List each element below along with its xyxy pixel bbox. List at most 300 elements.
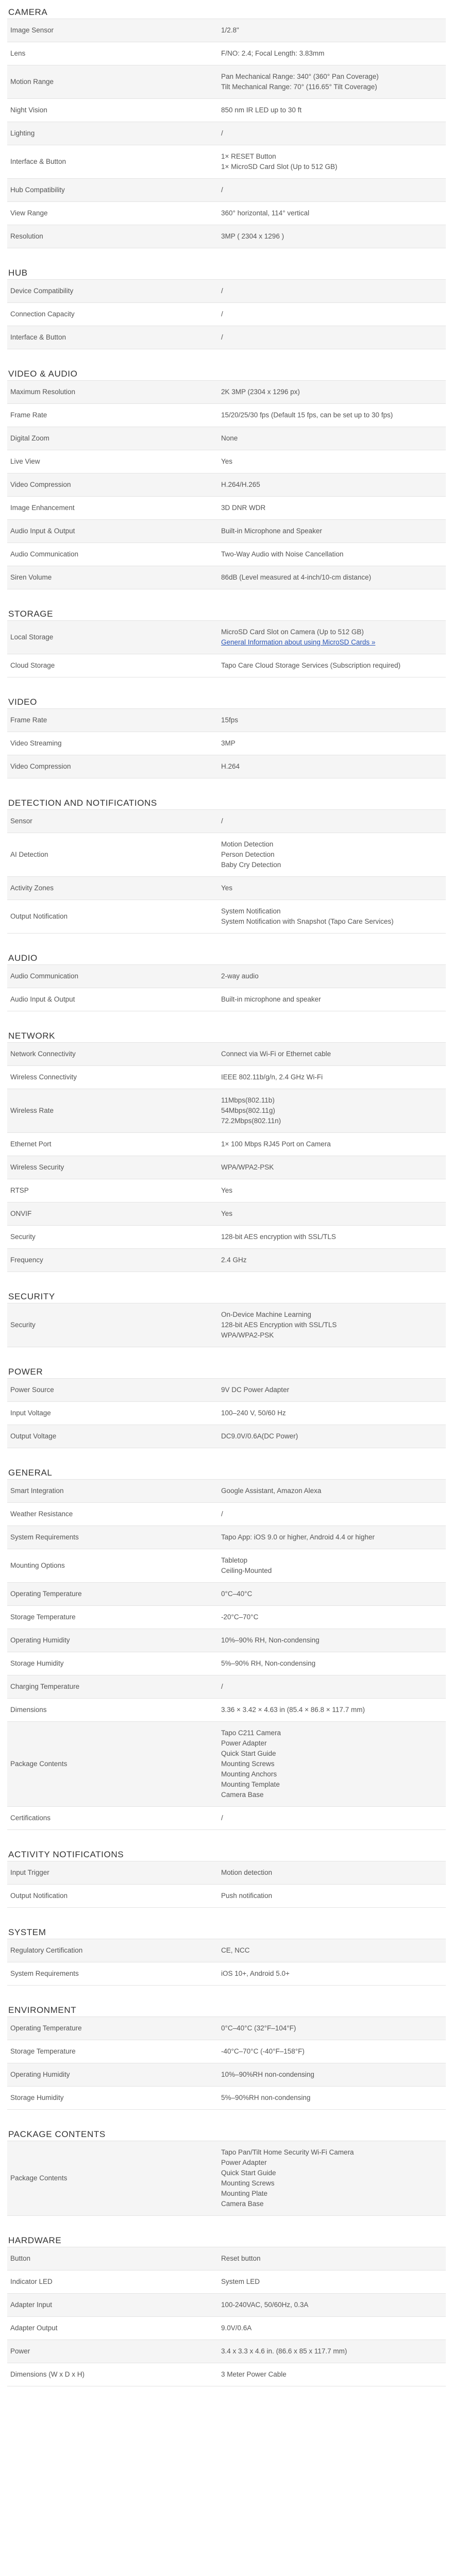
spec-label: Input Trigger <box>10 1869 49 1876</box>
section-title: SYSTEM <box>8 1927 46 1937</box>
spec-table <box>7 809 446 934</box>
spec-value-line: 15/20/25/30 fps (Default 15 fps, can be set up to 30 fps) <box>221 411 393 419</box>
spec-table <box>7 620 446 677</box>
spec-table <box>7 2141 446 2216</box>
spec-value-line: Mounting Anchors <box>221 1770 277 1778</box>
spec-value-line: Tilt Mechanical Range: 70° (116.65° Tilt Coverage) <box>221 83 377 91</box>
spec-table <box>7 1378 446 1448</box>
spec-row <box>7 1303 446 1347</box>
spec-row <box>7 122 446 145</box>
spec-row <box>7 1675 446 1698</box>
spec-value <box>218 709 446 732</box>
spec-row <box>7 708 446 732</box>
spec-row <box>7 876 446 900</box>
spec-value <box>218 1807 446 1829</box>
spec-label: Output Notification <box>10 1892 68 1900</box>
spec-row <box>7 755 446 778</box>
spec-row <box>7 1605 446 1629</box>
spec-label: Audio Input & Output <box>10 527 75 535</box>
spec-value-line: 10%–90%RH non-condensing <box>221 2071 314 2078</box>
spec-label: Security <box>10 1233 36 1241</box>
spec-label: Indicator LED <box>10 2278 53 2285</box>
spec-value <box>218 755 446 778</box>
spec-value-line: Ceiling-Mounted <box>221 1567 272 1574</box>
spec-link-line <box>221 637 443 648</box>
spec-value <box>218 1402 446 1425</box>
spec-value-line: Tapo App: iOS 9.0 or higher, Android 4.4 or higher <box>221 1533 375 1541</box>
spec-label: Device Compatibility <box>10 287 74 295</box>
spec-label: Power Source <box>10 1386 54 1394</box>
spec-value-line: 2.4 GHz <box>221 1256 247 1264</box>
spec-value <box>218 473 446 496</box>
section-title: HUB <box>8 268 28 278</box>
spec-value-line: On-Device Machine Learning <box>221 1311 311 1318</box>
spec-label: Maximum Resolution <box>10 388 76 396</box>
spec-label: Operating Temperature <box>10 1590 82 1598</box>
spec-value-line: 850 nm IR LED up to 30 ft <box>221 106 302 114</box>
spec-value-line: Tabletop <box>221 1556 248 1564</box>
spec-value-line: 3MP ( 2304 x 1296 ) <box>221 232 284 240</box>
spec-label: Smart Integration <box>10 1487 64 1495</box>
spec-label: Interface & Button <box>10 158 66 165</box>
spec-value-line: Yes <box>221 457 233 465</box>
section-title: VIDEO & AUDIO <box>8 369 78 379</box>
spec-value <box>218 65 446 98</box>
spec-value-line: Tapo C211 Camera <box>221 1729 281 1737</box>
spec-value <box>218 1089 446 1132</box>
spec-row <box>7 1549 446 1582</box>
spec-row <box>7 2247 446 2270</box>
spec-value <box>218 1043 446 1065</box>
section-title: PACKAGE CONTENTS <box>8 2129 106 2139</box>
spec-value-line: Power Adapter <box>221 1739 267 1747</box>
spec-label: ONVIF <box>10 1210 32 1217</box>
spec-value-line: Person Detection <box>221 851 275 858</box>
spec-section-audio <box>7 946 446 1011</box>
spec-row <box>7 65 446 98</box>
spec-row <box>7 1962 446 1985</box>
spec-value <box>218 1939 446 1962</box>
spec-row <box>7 809 446 833</box>
spec-value-line: 0°C–40°C (32°F–104°F) <box>221 2024 296 2032</box>
spec-value <box>218 1226 446 1248</box>
spec-label: Image Enhancement <box>10 504 75 512</box>
spec-label: Package Contents <box>10 2174 68 2182</box>
spec-row <box>7 1479 446 1502</box>
spec-value-line: Reset button <box>221 2255 261 2262</box>
spec-value <box>218 122 446 145</box>
spec-value <box>218 1503 446 1526</box>
spec-value-line: H.264 <box>221 762 240 770</box>
spec-label: Adapter Output <box>10 2324 58 2332</box>
spec-label: Wireless Rate <box>10 1107 54 1114</box>
spec-value <box>218 1066 446 1089</box>
spec-value <box>218 202 446 225</box>
spec-label: Resolution <box>10 232 43 240</box>
spec-value-line: / <box>221 129 223 137</box>
spec-row <box>7 178 446 201</box>
spec-value <box>218 1526 446 1549</box>
spec-row <box>7 1179 446 1202</box>
spec-label: RTSP <box>10 1187 29 1194</box>
spec-row <box>7 145 446 178</box>
spec-label: Storage Temperature <box>10 1613 76 1621</box>
spec-value <box>218 1156 446 1179</box>
spec-row <box>7 2086 446 2109</box>
section-title: POWER <box>8 1367 43 1377</box>
spec-value-line: Quick Start Guide <box>221 1750 276 1757</box>
spec-label: Package Contents <box>10 1760 68 1768</box>
spec-value-line: Mounting Screws <box>221 1760 275 1768</box>
spec-value <box>218 2363 446 2386</box>
spec-value <box>218 326 446 349</box>
spec-value <box>218 450 446 473</box>
spec-label: Dimensions <box>10 1706 47 1714</box>
spec-value <box>218 965 446 988</box>
spec-row <box>7 98 446 122</box>
spec-table <box>7 964 446 1011</box>
spec-value <box>218 1675 446 1698</box>
spec-row <box>7 900 446 933</box>
spec-label: Motion Range <box>10 78 54 86</box>
spec-row <box>7 988 446 1011</box>
spec-row <box>7 2316 446 2340</box>
spec-table <box>7 1479 446 1830</box>
spec-section-network <box>7 1024 446 1272</box>
spec-value-line: 11Mbps(802.11b) <box>221 1096 275 1104</box>
spec-table <box>7 2247 446 2386</box>
spec-value <box>218 1480 446 1502</box>
spec-row <box>7 1202 446 1225</box>
spec-value <box>218 1425 446 1448</box>
section-title: HARDWARE <box>8 2235 62 2245</box>
spec-label: Audio Communication <box>10 972 79 980</box>
spec-value-line: / <box>221 186 223 194</box>
spec-label: Wireless Connectivity <box>10 1073 77 1081</box>
spec-value-line: 1× RESET Button <box>221 152 276 160</box>
spec-label: System Requirements <box>10 1533 79 1541</box>
spec-row <box>7 279 446 302</box>
spec-value-line: 128-bit AES Encryption with SSL/TLS <box>221 1321 337 1329</box>
spec-label: Button <box>10 2255 31 2262</box>
spec-value <box>218 2141 446 2215</box>
spec-value-line: IEEE 802.11b/g/n, 2.4 GHz Wi-Fi <box>221 1073 323 1081</box>
spec-value-line: 9.0V/0.6A <box>221 2324 252 2332</box>
spec-value <box>218 2017 446 2040</box>
spec-value <box>218 2340 446 2363</box>
spec-value <box>218 42 446 65</box>
spec-value-line: 9V DC Power Adapter <box>221 1386 290 1394</box>
spec-row <box>7 2141 446 2215</box>
spec-value <box>218 225 446 248</box>
spec-table <box>7 1939 446 1986</box>
spec-label: Certifications <box>10 1814 51 1822</box>
spec-row <box>7 2016 446 2040</box>
spec-label: Network Connectivity <box>10 1050 76 1058</box>
spec-value <box>218 1861 446 1884</box>
spec-value-line: 15fps <box>221 716 239 724</box>
spec-label: Frame Rate <box>10 716 47 724</box>
spec-row <box>7 654 446 677</box>
spec-section-activity <box>7 1842 446 1908</box>
spec-value-line: / <box>221 1683 223 1690</box>
spec-value <box>218 621 446 654</box>
spec-value-line: 2K 3MP (2304 x 1296 px) <box>221 388 300 396</box>
spec-row <box>7 19 446 42</box>
spec-value-line: 128-bit AES encryption with SSL/TLS <box>221 1233 336 1241</box>
spec-value-line: 1× MicroSD Card Slot (Up to 512 GB) <box>221 163 338 171</box>
spec-value <box>218 1549 446 1582</box>
spec-row <box>7 403 446 427</box>
spec-value <box>218 381 446 403</box>
spec-table <box>7 1042 446 1272</box>
spec-label: System Requirements <box>10 1970 79 1977</box>
spec-value-line: Google Assistant, Amazon Alexa <box>221 1487 322 1495</box>
spec-label: Connection Capacity <box>10 310 75 318</box>
spec-value-line: H.264/H.265 <box>221 481 260 488</box>
spec-value-line: -40°C–70°C (-40°F–158°F) <box>221 2047 305 2055</box>
spec-section-general <box>7 1461 446 1830</box>
spec-value-line: Mounting Template <box>221 1781 280 1788</box>
spec-value-line: -20°C–70°C <box>221 1613 259 1621</box>
spec-value-line: / <box>221 310 223 318</box>
spec-row <box>7 1861 446 1884</box>
spec-value <box>218 303 446 326</box>
spec-value <box>218 19 446 42</box>
spec-value-line: Yes <box>221 1187 233 1194</box>
spec-row <box>7 732 446 755</box>
spec-value <box>218 1179 446 1202</box>
spec-label: Lighting <box>10 129 35 137</box>
microsd-info-link[interactable]: General Information about using MicroSD Cards » <box>221 638 376 646</box>
spec-value-line: 3MP <box>221 739 236 747</box>
spec-value-line: Push notification <box>221 1892 273 1900</box>
spec-value-line: Tapo Pan/Tilt Home Security Wi-Fi Camera <box>221 2148 354 2156</box>
spec-row <box>7 2063 446 2086</box>
spec-value-line: 2-way audio <box>221 972 259 980</box>
spec-label: Lens <box>10 49 26 57</box>
spec-value-line: 3.36 × 3.42 × 4.63 in (85.4 × 86.8 × 117.7 mm) <box>221 1706 365 1714</box>
spec-label: Storage Temperature <box>10 2047 76 2055</box>
spec-row <box>7 543 446 566</box>
spec-label: Activity Zones <box>10 884 54 892</box>
spec-label: Image Sensor <box>10 26 54 34</box>
spec-label: Dimensions (W x D x H) <box>10 2370 85 2378</box>
spec-value <box>218 404 446 427</box>
spec-value-line: MicroSD Card Slot on Camera (Up to 512 GB) <box>221 628 364 636</box>
spec-row <box>7 1652 446 1675</box>
spec-label: Security <box>10 1321 36 1329</box>
spec-value-line: Camera Base <box>221 2200 264 2208</box>
spec-value <box>218 280 446 302</box>
spec-value <box>218 2270 446 2293</box>
spec-label: Audio Communication <box>10 550 79 558</box>
spec-value <box>218 2040 446 2063</box>
spec-value <box>218 900 446 933</box>
section-title: VIDEO <box>8 697 37 707</box>
spec-label: Regulatory Certification <box>10 1946 83 1954</box>
spec-value <box>218 1885 446 1907</box>
spec-value <box>218 520 446 543</box>
spec-row <box>7 1526 446 1549</box>
spec-value <box>218 1249 446 1272</box>
spec-value <box>218 1133 446 1156</box>
spec-row <box>7 2040 446 2063</box>
spec-label: Ethernet Port <box>10 1140 52 1148</box>
spec-label: Night Vision <box>10 106 47 114</box>
section-title: CAMERA <box>8 7 48 17</box>
spec-value-line: System Notification with Snapshot (Tapo Care Services) <box>221 918 394 925</box>
section-title: SECURITY <box>8 1292 55 1301</box>
spec-label: Operating Humidity <box>10 1636 70 1644</box>
spec-value-line: WPA/WPA2-PSK <box>221 1163 274 1171</box>
spec-value <box>218 1722 446 1806</box>
spec-value-line: / <box>221 1510 223 1518</box>
spec-value-line: Yes <box>221 884 233 892</box>
spec-value-line: 54Mbps(802.11g) <box>221 1107 275 1114</box>
section-title: NETWORK <box>8 1031 56 1041</box>
spec-value <box>218 2294 446 2316</box>
spec-row <box>7 1939 446 1962</box>
spec-label: Adapter Input <box>10 2301 53 2309</box>
spec-value-line: DC9.0V/0.6A(DC Power) <box>221 1432 298 1440</box>
spec-value <box>218 833 446 876</box>
spec-row <box>7 519 446 543</box>
spec-label: Live View <box>10 457 40 465</box>
spec-section-storage <box>7 602 446 677</box>
spec-row <box>7 833 446 876</box>
spec-row <box>7 1425 446 1448</box>
spec-row <box>7 1884 446 1907</box>
spec-row <box>7 1042 446 1065</box>
spec-value-line: 3D DNR WDR <box>221 504 266 512</box>
spec-row <box>7 1806 446 1829</box>
spec-value-line: Two-Way Audio with Noise Cancellation <box>221 550 344 558</box>
spec-label: Storage Humidity <box>10 1659 64 1667</box>
spec-value-line: / <box>221 817 223 825</box>
spec-value-line: 3 Meter Power Cable <box>221 2370 287 2378</box>
spec-value-line: / <box>221 287 223 295</box>
section-title: DETECTION AND NOTIFICATIONS <box>8 798 157 808</box>
spec-label: Output Notification <box>10 912 68 920</box>
spec-row <box>7 1378 446 1401</box>
spec-label: Frequency <box>10 1256 43 1264</box>
spec-value <box>218 566 446 589</box>
spec-label: Video Streaming <box>10 739 62 747</box>
spec-value <box>218 654 446 677</box>
spec-value <box>218 1606 446 1629</box>
spec-row <box>7 620 446 654</box>
spec-value <box>218 2247 446 2270</box>
section-title: AUDIO <box>8 953 38 963</box>
spec-section-camera <box>7 0 446 248</box>
spec-row <box>7 496 446 519</box>
spec-section-environment <box>7 1998 446 2110</box>
spec-value-line: Baby Cry Detection <box>221 861 281 869</box>
spec-value <box>218 99 446 122</box>
section-title: GENERAL <box>8 1468 53 1478</box>
spec-label: Video Compression <box>10 762 71 770</box>
spec-value-line: 3.4 x 3.3 x 4.6 in. (86.6 x 85 x 117.7 mm) <box>221 2347 347 2355</box>
spec-row <box>7 450 446 473</box>
spec-value <box>218 2317 446 2340</box>
spec-label: Mounting Options <box>10 1562 65 1569</box>
spec-label: Audio Input & Output <box>10 995 75 1003</box>
spec-label: Hub Compatibility <box>10 186 65 194</box>
spec-value-line: System Notification <box>221 907 281 915</box>
spec-label: Sensor <box>10 817 32 825</box>
spec-row <box>7 2270 446 2293</box>
spec-row <box>7 42 446 65</box>
spec-section-power <box>7 1360 446 1448</box>
spec-label: Charging Temperature <box>10 1683 80 1690</box>
spec-row <box>7 427 446 450</box>
spec-label: Cloud Storage <box>10 662 55 669</box>
spec-value-line: 86dB (Level measured at 4-inch/10-cm distance) <box>221 573 372 581</box>
spec-section-detection <box>7 791 446 934</box>
spec-value <box>218 1629 446 1652</box>
spec-table <box>7 1303 446 1347</box>
spec-value-line: F/NO: 2.4; Focal Length: 3.83mm <box>221 49 325 57</box>
spec-value-line: 1× 100 Mbps RJ45 Port on Camera <box>221 1140 331 1148</box>
spec-value-line: 5%–90% RH, Non-condensing <box>221 1659 316 1667</box>
spec-row <box>7 1582 446 1605</box>
spec-value <box>218 877 446 900</box>
spec-value <box>218 2063 446 2086</box>
spec-label: Digital Zoom <box>10 434 49 442</box>
spec-value <box>218 1379 446 1401</box>
spec-row <box>7 1721 446 1806</box>
spec-row <box>7 1698 446 1721</box>
spec-row <box>7 1401 446 1425</box>
spec-table <box>7 1861 446 1908</box>
spec-table <box>7 279 446 349</box>
spec-value-line: Pan Mechanical Range: 340° (360° Pan Coverage) <box>221 73 379 80</box>
spec-row <box>7 225 446 248</box>
spec-value-line: 10%–90% RH, Non-condensing <box>221 1636 320 1644</box>
spec-value-line: Mounting Plate <box>221 2190 268 2197</box>
spec-label: Video Compression <box>10 481 71 488</box>
spec-value-line: Built-in microphone and speaker <box>221 995 321 1003</box>
spec-value <box>218 1962 446 1985</box>
spec-label: Storage Humidity <box>10 2094 64 2102</box>
spec-value-line: Motion detection <box>221 1869 273 1876</box>
spec-value-line: Built-in Microphone and Speaker <box>221 527 322 535</box>
spec-value-line: 360° horizontal, 114° vertical <box>221 209 310 217</box>
spec-label: Siren Volume <box>10 573 52 581</box>
section-title: ACTIVITY NOTIFICATIONS <box>8 1850 124 1859</box>
spec-row <box>7 1065 446 1089</box>
spec-table <box>7 708 446 778</box>
spec-value-line: Tapo Care Cloud Storage Services (Subscription required) <box>221 662 401 669</box>
spec-label: Operating Temperature <box>10 2024 82 2032</box>
spec-row <box>7 1156 446 1179</box>
spec-value-line: Quick Start Guide <box>221 2169 276 2177</box>
spec-label: View Range <box>10 209 48 217</box>
spec-value-line: 72.2Mbps(802.11n) <box>221 1117 281 1125</box>
spec-section-security <box>7 1284 446 1347</box>
spec-row <box>7 1248 446 1272</box>
spec-value-line: None <box>221 434 238 442</box>
spec-value-line: Yes <box>221 1210 233 1217</box>
spec-value <box>218 2087 446 2109</box>
spec-value <box>218 1202 446 1225</box>
spec-row <box>7 1502 446 1526</box>
spec-label: Output Voltage <box>10 1432 57 1440</box>
spec-label: Local Storage <box>10 633 54 641</box>
spec-value <box>218 543 446 566</box>
section-title: ENVIRONMENT <box>8 2005 77 2015</box>
